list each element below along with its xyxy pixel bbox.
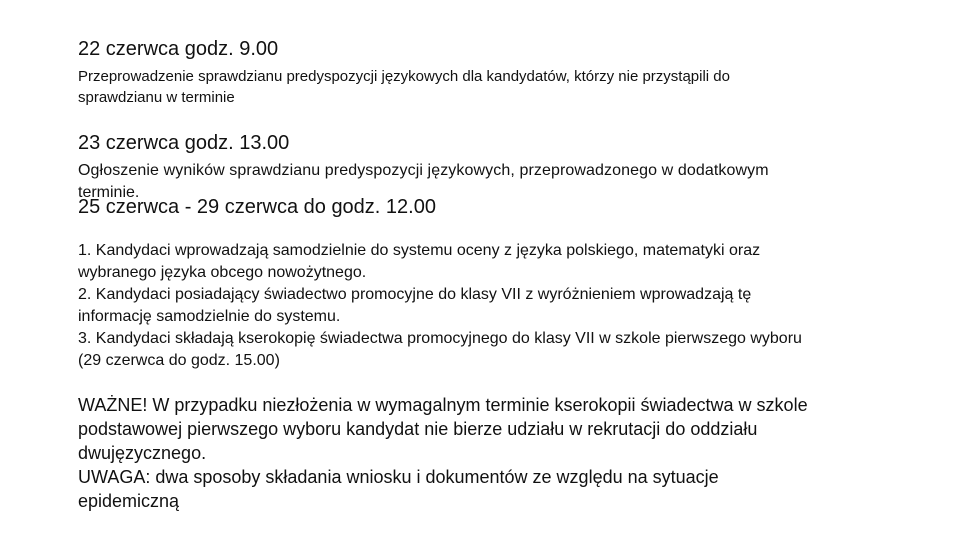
text-line: 1. Kandydaci wprowadzają samodzielnie do systemu oceny z języka polskiego, matematyki oraz xyxy=(78,242,761,259)
text-line: dwujęzycznego. xyxy=(78,443,207,463)
section-1-text xyxy=(78,66,878,108)
text-line: sprawdzianu w terminie xyxy=(78,89,235,106)
text-line: 2. Kandydaci posiadający świadectwo promocyjne do klasy VII z wyróżnieniem wprowadzają tę xyxy=(78,286,752,303)
text-line: UWAGA: dwa sposoby składania wniosku i dokumentów ze względu na sytuacje xyxy=(78,467,719,487)
section-3-heading: 25 czerwca - 29 czerwca do godz. 12.00 xyxy=(78,196,436,218)
text-line: epidemiczną xyxy=(78,491,180,511)
text-line: WAŻNE! W przypadku niezłożenia w wymagalnym terminie kserokopii świadectwa w szkole xyxy=(78,395,808,415)
section-2-heading: 23 czerwca godz. 13.00 xyxy=(78,132,290,154)
notice-text xyxy=(78,393,918,513)
text-line: terminie. xyxy=(78,184,140,201)
section-3-text xyxy=(78,240,908,372)
text-line: (29 czerwca do godz. 15.00) xyxy=(78,352,280,369)
section-1-heading: 22 czerwca godz. 9.00 xyxy=(78,38,279,60)
text-line: informację samodzielnie do systemu. xyxy=(78,308,341,325)
text-line: 3. Kandydaci składają kserokopię świadectwa promocyjnego do klasy VII w szkole pierwszego wyboru xyxy=(78,330,802,347)
text-line: podstawowej pierwszego wyboru kandydat nie bierze udziału w rekrutacji do oddziału xyxy=(78,419,758,439)
text-line: Ogłoszenie wyników sprawdzianu predyspozycji językowych, przeprowadzonego w dodatkowym xyxy=(78,162,769,179)
text-line: Przeprowadzenie sprawdzianu predyspozycji językowych dla kandydatów, którzy nie przystąpili do xyxy=(78,68,730,85)
text-line: wybranego języka obcego nowożytnego. xyxy=(78,264,367,281)
